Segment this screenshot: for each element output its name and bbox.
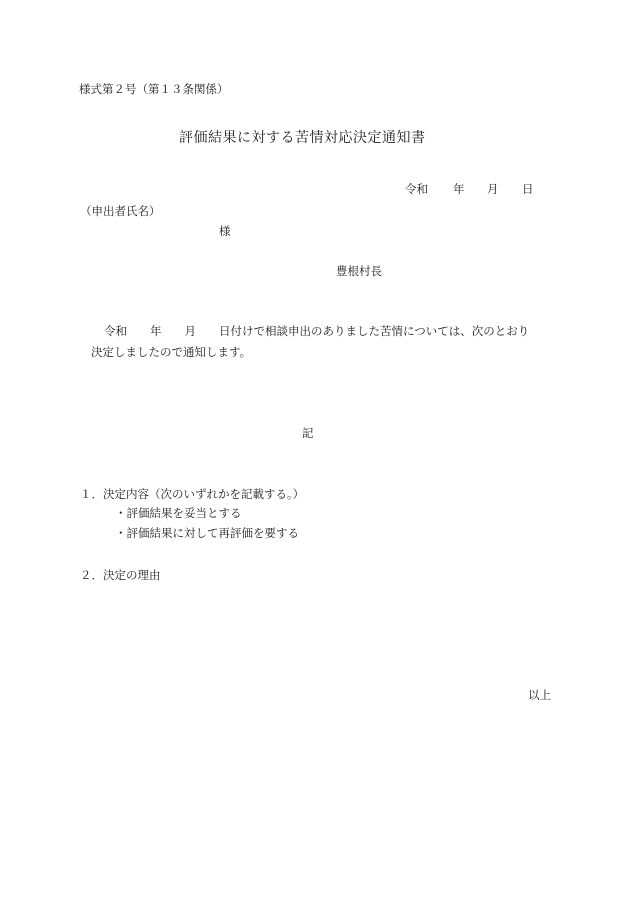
date-year: 年 [453, 182, 465, 196]
recipient-honorific: 様 [219, 224, 231, 238]
form-label: 様式第２号（第１３条関係） [79, 82, 229, 96]
ki-label: 記 [302, 426, 314, 440]
closing-text: 以上 [528, 688, 551, 702]
body-line-1: 令和 年 月 日付けで相談申出のありました苦情については、次のとおり [104, 324, 530, 338]
body-line-2: 決定しましたので通知します。 [91, 345, 252, 359]
section-1-option-1: ・評価結果を妥当とする [115, 506, 242, 520]
document-title: 評価結果に対する苦情対応決定通知書 [179, 130, 426, 146]
date-line [0, 182, 630, 196]
recipient-label: （申出者氏名） [80, 204, 161, 218]
section-1-option-2: ・評価結果に対して再評価を要する [115, 526, 299, 540]
date-day: 日 [522, 182, 534, 196]
section-1-heading: １．決定内容（次のいずれかを記載する。） [80, 487, 305, 501]
date-era: 令和 [405, 182, 428, 196]
sender-name: 豊根村長 [336, 264, 382, 278]
section-2-heading: ２．決定の理由 [80, 568, 161, 582]
date-month: 月 [487, 182, 499, 196]
